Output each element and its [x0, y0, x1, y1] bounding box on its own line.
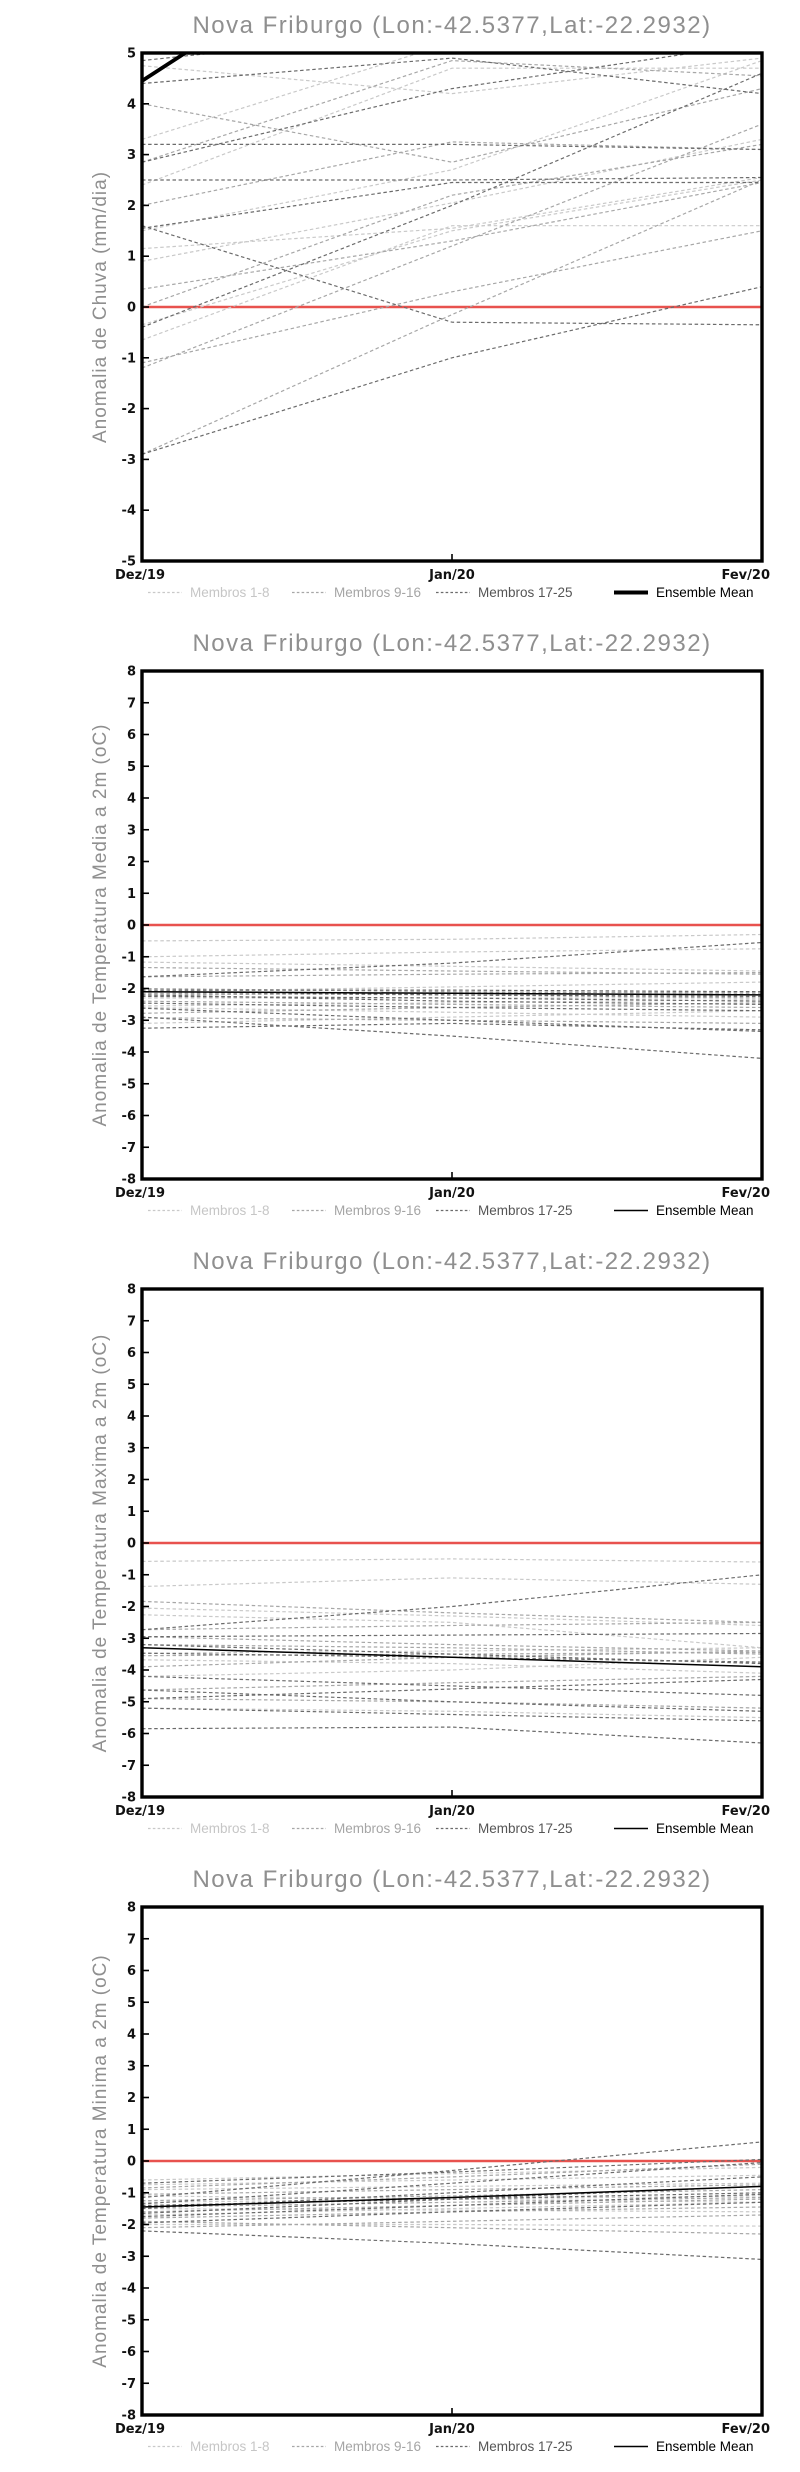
y-tick-label: 6	[126, 1346, 136, 1361]
member-line	[142, 1023, 762, 1029]
member-line	[142, 1708, 762, 1721]
legend-label: Ensemble Mean	[656, 1203, 754, 1218]
member-line	[142, 962, 762, 971]
y-tick-label: -7	[121, 1758, 136, 1774]
member-line	[142, 61, 762, 231]
y-tick-label: -4	[121, 2281, 136, 2297]
y-tick-label: -4	[121, 1663, 136, 1679]
y-tick-label: 3	[126, 148, 136, 164]
y-tick-label: 7	[126, 696, 136, 712]
y-tick-label: 6	[126, 728, 136, 743]
member-line	[142, 1634, 762, 1637]
member-line	[142, 68, 762, 185]
y-tick-label: 7	[126, 1314, 136, 1330]
y-tick-label: -3	[121, 2249, 136, 2265]
member-line	[142, 1727, 762, 1743]
legend	[148, 585, 754, 600]
y-tick-label: 0	[126, 300, 136, 316]
legend-label: Membros 17-25	[478, 585, 573, 600]
y-tick-label: -6	[121, 1727, 136, 1742]
legend-label: Membros 1-8	[190, 585, 270, 600]
y-tick-label: 1	[126, 2122, 136, 2138]
x-tick-label: Jan/20	[429, 1186, 475, 1201]
member-line	[142, 89, 762, 163]
x-axis-ticks	[115, 2408, 770, 2437]
chart-title: Nova Friburgo (Lon:-42.5377,Lat:-22.2932)	[192, 630, 712, 657]
x-tick-label: Fev/20	[721, 1804, 770, 1819]
member-line	[142, 1578, 762, 1587]
legend-label: Ensemble Mean	[656, 2439, 754, 2454]
y-tick-label: -6	[121, 1109, 136, 1124]
x-tick-label: Dez/19	[114, 568, 166, 583]
ensemble-member-lines	[142, 2, 762, 454]
y-tick-label: -4	[121, 1045, 136, 1061]
y-tick-label: 4	[126, 1409, 136, 1425]
y-tick-label: -1	[121, 1568, 136, 1584]
chart-canvas	[0, 0, 800, 618]
member-line	[142, 1680, 762, 1699]
legend-label: Membros 1-8	[190, 1203, 270, 1218]
y-tick-label: 4	[126, 97, 136, 113]
legend	[148, 1821, 754, 1836]
y-tick-label: -4	[121, 503, 136, 519]
chart-title: Nova Friburgo (Lon:-42.5377,Lat:-22.2932)	[192, 12, 712, 39]
y-tick-label: 7	[126, 1932, 136, 1948]
member-line	[142, 1676, 762, 1690]
y-tick-label: -5	[121, 554, 136, 570]
y-tick-label: -5	[121, 1077, 136, 1093]
x-tick-label: Fev/20	[721, 2422, 770, 2437]
legend-label: Ensemble Mean	[656, 1821, 754, 1836]
y-tick-label: 0	[126, 1536, 136, 1552]
legend-label: Membros 1-8	[190, 1821, 270, 1836]
x-tick-label: Fev/20	[721, 1186, 770, 1201]
y-tick-label: -2	[121, 982, 136, 997]
y-tick-label: -2	[121, 2218, 136, 2233]
chart-temp-minima-anomaly	[0, 1854, 800, 2472]
y-tick-label: 4	[126, 2027, 136, 2043]
y-tick-label: 8	[126, 664, 136, 680]
y-tick-label: -1	[121, 2186, 136, 2202]
y-axis-label: Anomalia de Chuva (mm/dia)	[90, 170, 111, 444]
y-tick-label: -1	[121, 351, 136, 367]
y-tick-label: -1	[121, 950, 136, 966]
y-tick-label: -5	[121, 2313, 136, 2329]
y-tick-label: 3	[126, 823, 136, 839]
member-line	[142, 180, 762, 325]
y-tick-label: 0	[126, 2154, 136, 2170]
y-tick-label: 3	[126, 1441, 136, 1457]
y-tick-label: -8	[121, 1172, 136, 1188]
x-tick-label: Dez/19	[114, 1186, 166, 1201]
member-line	[142, 124, 762, 368]
member-line	[142, 2221, 762, 2234]
y-tick-label: -3	[121, 452, 136, 468]
x-axis-ticks	[115, 1172, 770, 1201]
y-tick-label: 5	[126, 1377, 136, 1393]
y-tick-label: 8	[126, 1282, 136, 1298]
ensemble-member-lines	[142, 2142, 762, 2260]
member-line	[142, 1699, 762, 1709]
y-axis-label: Anomalia de Temperatura Media a 2m (oC)	[90, 723, 111, 1127]
y-tick-label: -8	[121, 1790, 136, 1806]
y-tick-label: 2	[126, 2091, 136, 2106]
y-axis-label: Anomalia de Temperatura Maxima a 2m (oC)	[90, 1333, 111, 1753]
y-tick-label: 2	[126, 198, 136, 214]
y-axis-label: Anomalia de Temperatura Minima a 2m (oC)	[90, 1954, 111, 2368]
member-line	[142, 2231, 762, 2260]
member-line	[142, 2167, 762, 2180]
member-line	[142, 1011, 762, 1024]
legend	[148, 1203, 754, 1218]
member-line	[142, 1690, 762, 1711]
member-line	[142, 1575, 762, 1630]
x-tick-label: Fev/20	[721, 568, 770, 583]
legend-label: Membros 9-16	[334, 1821, 422, 1836]
member-line	[142, 142, 762, 206]
y-tick-label: 1	[126, 249, 136, 265]
y-tick-label: -8	[121, 2408, 136, 2424]
legend-label: Membros 1-8	[190, 2439, 270, 2454]
legend-label: Ensemble Mean	[656, 585, 754, 600]
y-tick-label: -3	[121, 1013, 136, 1029]
ensemble-member-lines	[142, 935, 762, 1059]
y-tick-label: 5	[126, 759, 136, 775]
y-tick-label: 8	[126, 1900, 136, 1916]
legend-label: Membros 9-16	[334, 2439, 422, 2454]
legend-label: Membros 17-25	[478, 2439, 573, 2454]
member-line	[142, 231, 762, 363]
chart-title: Nova Friburgo (Lon:-42.5377,Lat:-22.2932)	[192, 1248, 712, 1275]
y-tick-label: 3	[126, 2059, 136, 2075]
member-line	[142, 1637, 762, 1651]
member-line	[142, 943, 762, 977]
member-line	[142, 73, 762, 327]
chart-temp-maxima-anomaly	[0, 1236, 800, 1854]
y-tick-label: -7	[121, 2376, 136, 2392]
member-line	[142, 935, 762, 941]
x-axis-ticks	[115, 554, 770, 583]
x-tick-label: Jan/20	[429, 2422, 475, 2437]
member-line	[142, 1601, 762, 1622]
y-tick-label: -5	[121, 1695, 136, 1711]
y-tick-label: 5	[126, 46, 136, 62]
y-tick-label: 2	[126, 1473, 136, 1488]
member-line	[142, 1017, 762, 1058]
member-line	[142, 949, 762, 957]
member-line	[142, 178, 762, 181]
legend	[148, 2439, 754, 2454]
chart-canvas	[0, 1854, 800, 2472]
chart-precip-anomaly	[0, 0, 800, 618]
y-tick-label: -2	[121, 1600, 136, 1615]
member-line	[142, 1660, 762, 1673]
legend-label: Membros 9-16	[334, 585, 422, 600]
y-tick-label: -7	[121, 1140, 136, 1156]
member-line	[142, 183, 762, 229]
member-line	[142, 1676, 762, 1695]
chart-canvas	[0, 1236, 800, 1854]
y-tick-label: 1	[126, 1504, 136, 1520]
y-tick-label: 2	[126, 855, 136, 870]
x-tick-label: Jan/20	[429, 568, 475, 583]
y-tick-label: 1	[126, 886, 136, 902]
y-tick-label: 6	[126, 1964, 136, 1979]
member-line	[142, 180, 762, 454]
x-tick-label: Dez/19	[114, 1804, 166, 1819]
y-tick-label: -3	[121, 1631, 136, 1647]
y-tick-label: -6	[121, 2345, 136, 2360]
member-line	[142, 1622, 762, 1629]
chart-title: Nova Friburgo (Lon:-42.5377,Lat:-22.2932)	[192, 1866, 712, 1893]
x-tick-label: Jan/20	[429, 1804, 475, 1819]
legend-label: Membros 17-25	[478, 1203, 573, 1218]
y-tick-label: -2	[121, 402, 136, 418]
legend-label: Membros 9-16	[334, 1203, 422, 1218]
y-tick-label: 0	[126, 918, 136, 934]
member-line	[142, 1559, 762, 1562]
x-tick-label: Dez/19	[114, 2422, 166, 2437]
y-tick-label: 4	[126, 791, 136, 807]
legend-label: Membros 17-25	[478, 1821, 573, 1836]
chart-temp-media-anomaly	[0, 618, 800, 1236]
y-tick-label: 5	[126, 1995, 136, 2011]
member-line	[142, 2159, 762, 2183]
chart-canvas	[0, 618, 800, 1236]
x-axis-ticks	[115, 1790, 770, 1819]
member-line	[142, 287, 762, 455]
